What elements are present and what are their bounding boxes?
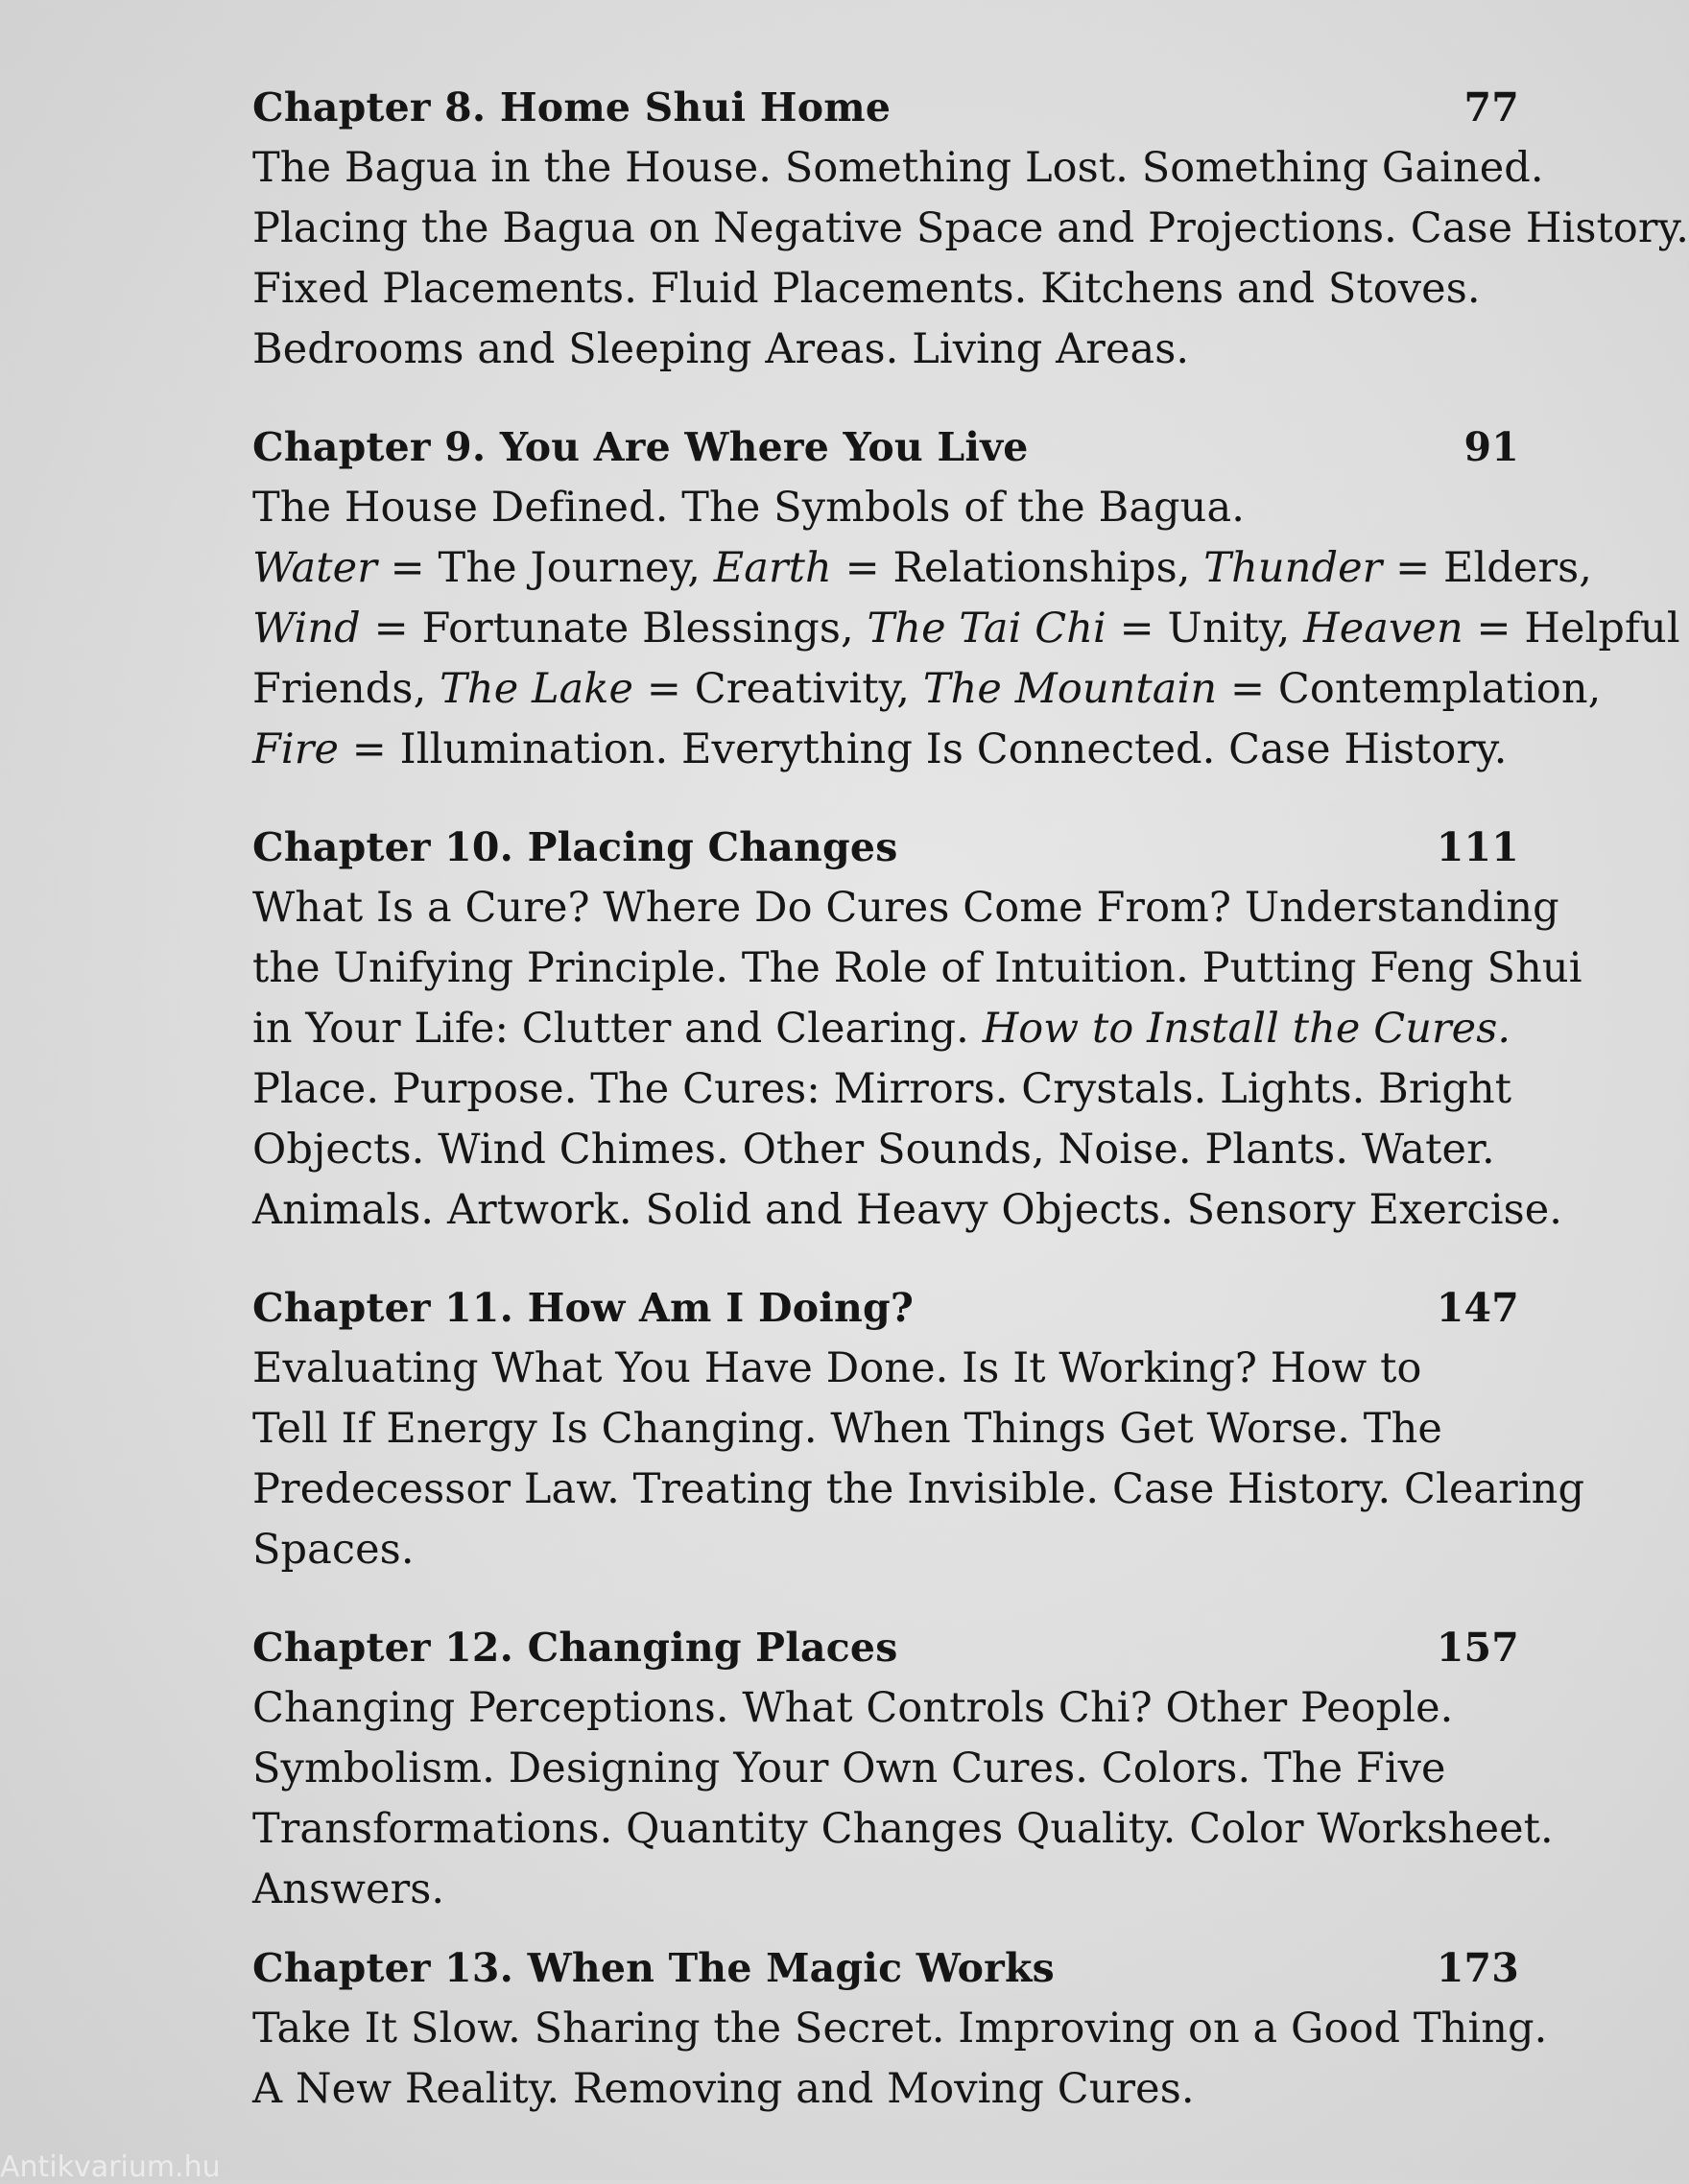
chapter-12	[252, 1617, 1558, 1920]
chapter-summary-line: Symbolism. Designing Your Own Cures. Colors. The Five	[252, 1745, 1446, 1792]
chapter-summary-line: Placing the Bagua on Negative Space and Projections. Case History.	[252, 204, 1689, 252]
chapter-summary-line: The House Defined. The Symbols of the Bagua.	[252, 484, 1245, 532]
watermark: Antikvarium.hu	[0, 2150, 221, 2184]
chapter-page-number: 77	[1463, 84, 1519, 131]
chapter-heading	[252, 77, 1519, 138]
chapter-summary-line: Fixed Placements. Fluid Placements. Kitchens and Stoves.	[252, 265, 1481, 313]
chapter-summary-line: Friends, The Lake = Creativity, The Mountain = Contemplation,	[252, 665, 1602, 713]
chapter-summary-line: A New Reality. Removing and Moving Cures.	[252, 2065, 1195, 2113]
chapter-summary-line: Bedrooms and Sleeping Areas. Living Areas.	[252, 325, 1190, 373]
chapter-page-number: 173	[1436, 1945, 1519, 1991]
chapter-summary-line: Objects. Wind Chimes. Other Sounds, Noise. Plants. Water.	[252, 1126, 1495, 1174]
chapter-summary-line: Transformations. Quantity Changes Quality. Color Worksheet.	[252, 1805, 1554, 1853]
chapter-heading	[252, 1937, 1519, 1999]
chapter-title: Chapter 11. How Am I Doing?	[252, 1285, 915, 1331]
chapter-summary-line: Animals. Artwork. Solid and Heavy Objects. Sensory Exercise.	[252, 1186, 1563, 1234]
chapter-title: Chapter 9. You Are Where You Live	[252, 424, 1029, 470]
chapter-page-number: 91	[1463, 424, 1519, 470]
chapter-summary-line: Take It Slow. Sharing the Secret. Improving on a Good Thing.	[252, 2005, 1548, 2053]
chapter-summary-line: Place. Purpose. The Cures: Mirrors. Crystals. Lights. Bright	[252, 1065, 1512, 1113]
chapter-summary-line: Tell If Energy Is Changing. When Things Get Worse. The	[252, 1405, 1442, 1453]
chapter-title: Chapter 12. Changing Places	[252, 1625, 898, 1671]
chapter-summary-line: Spaces.	[252, 1526, 415, 1574]
chapter-page-number: 147	[1436, 1285, 1519, 1331]
chapter-summary-line: in Your Life: Clutter and Clearing. How to Install the Cures.	[252, 1005, 1511, 1053]
chapter-page-number: 157	[1436, 1625, 1519, 1671]
chapter-summary-line: the Unifying Principle. The Role of Intuition. Putting Feng Shui	[252, 944, 1582, 992]
chapter-summary-line: What Is a Cure? Where Do Cures Come From? Understanding	[252, 884, 1559, 932]
chapter-heading	[252, 1277, 1519, 1339]
chapter-summary-line: Fire = Illumination. Everything Is Connected. Case History.	[252, 725, 1508, 773]
chapter-title: Chapter 10. Placing Changes	[252, 824, 898, 870]
table-of-contents	[252, 77, 1689, 2156]
chapter-summary-line: Wind = Fortunate Blessings, The Tai Chi = Unity, Heaven = Helpful	[252, 605, 1680, 653]
chapter-summary-line: Water = The Journey, Earth = Relationships, Thunder = Elders,	[252, 544, 1593, 592]
chapter-title: Chapter 8. Home Shui Home	[252, 84, 892, 131]
chapter-summary-line: The Bagua in the House. Something Lost. Something Gained.	[252, 144, 1544, 192]
chapter-heading	[252, 1617, 1519, 1678]
chapter-title: Chapter 13. When The Magic Works	[252, 1945, 1055, 1991]
chapter-11	[252, 1277, 1585, 1580]
chapter-13	[252, 1937, 1558, 2120]
chapter-summary-line: Answers.	[252, 1865, 445, 1913]
chapter-summary-line: Changing Perceptions. What Controls Chi? Other People.	[252, 1684, 1454, 1732]
chapter-heading	[252, 416, 1519, 478]
chapter-page-number: 111	[1436, 824, 1519, 870]
chapter-heading	[252, 817, 1519, 878]
chapter-summary-line: Predecessor Law. Treating the Invisible. Case History. Clearing	[252, 1465, 1585, 1513]
chapter-summary-line: Evaluating What You Have Done. Is It Working? How to	[252, 1344, 1422, 1392]
chapter-10	[252, 817, 1582, 1241]
chapter-9	[252, 416, 1680, 780]
chapter-8	[252, 77, 1689, 380]
